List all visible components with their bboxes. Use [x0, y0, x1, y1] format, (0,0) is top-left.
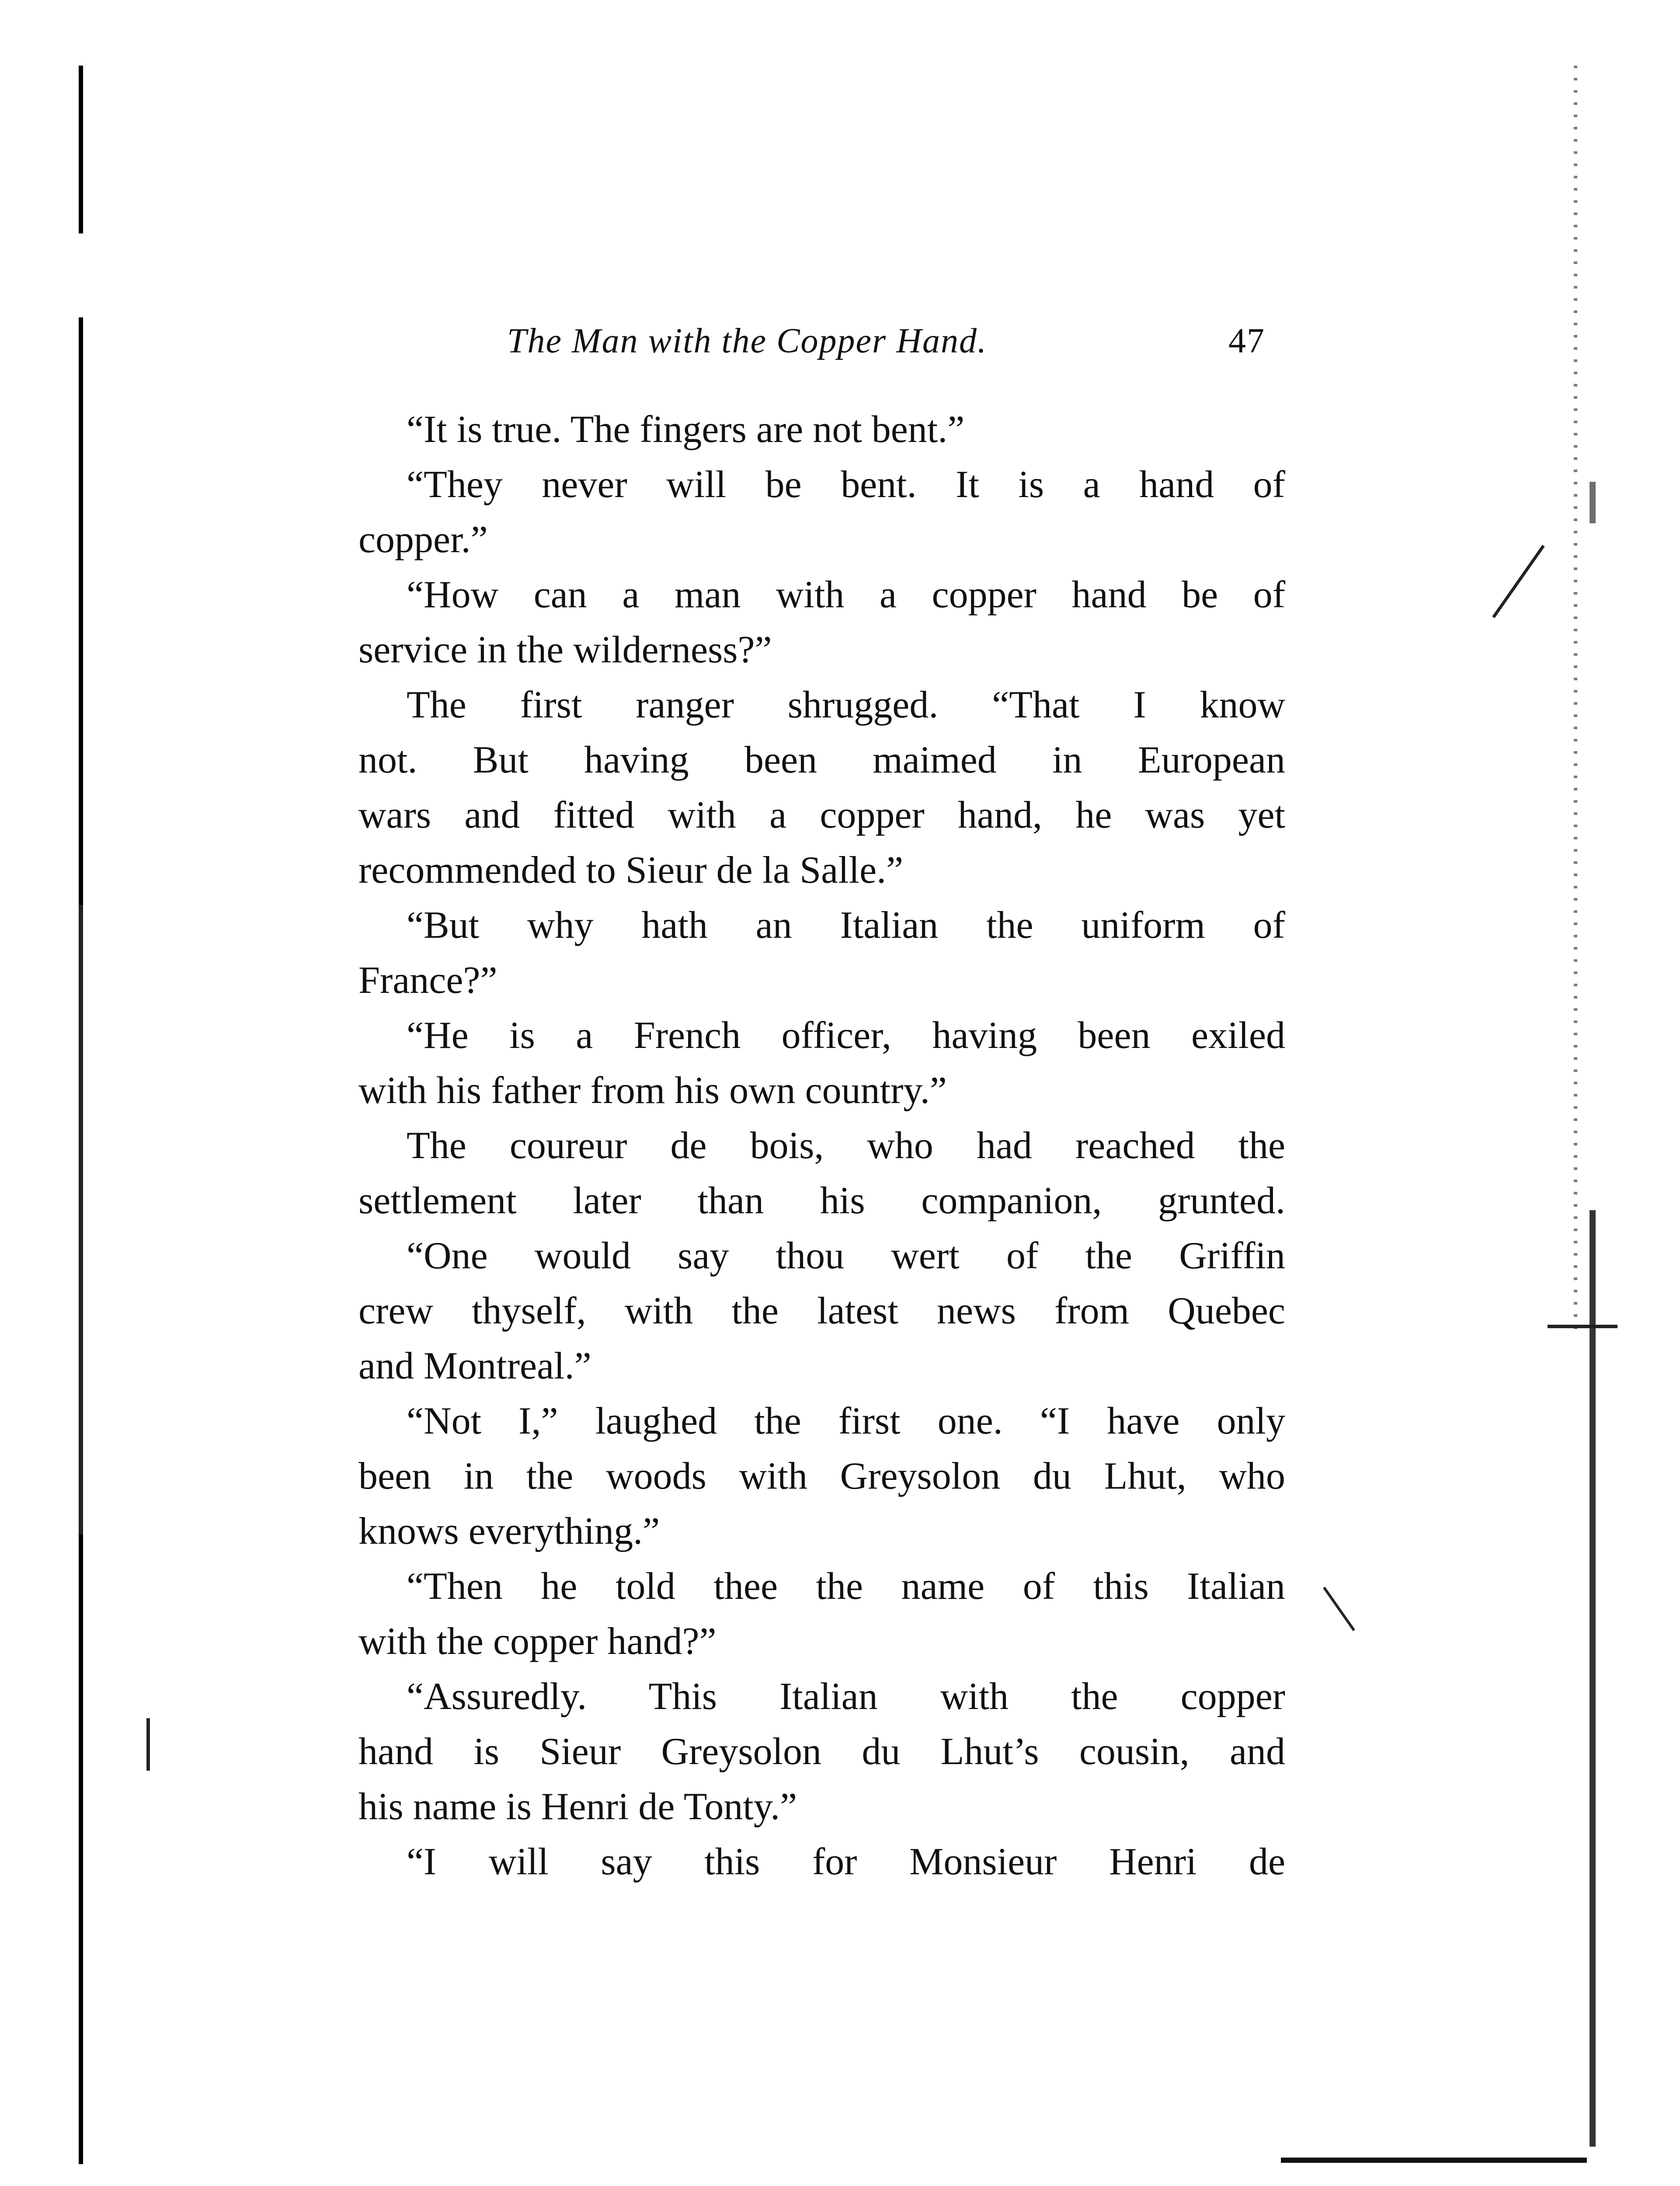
text-line: “How can a man with a copper hand be of [407, 574, 1285, 616]
text-line: with the copper hand?” [358, 1620, 717, 1663]
text-line: The coureur de bois, who had reached the [407, 1124, 1285, 1167]
text-line: hand is Sieur Greysolon du Lhut’s cousin, and [358, 1730, 1285, 1773]
scan-right-edge-specks [1574, 66, 1577, 1333]
text-line: “But why hath an Italian the uniform of [407, 904, 1285, 947]
text-line: France?” [358, 959, 497, 1002]
text-line: service in the wilderness?” [358, 629, 772, 671]
scan-stray-mark [1323, 1587, 1355, 1631]
text-line: with his father from his own country.” [358, 1069, 947, 1112]
text-line: “They never will be bent. It is a hand of [407, 463, 1285, 506]
scan-stray-mark [146, 1718, 150, 1771]
text-line: “Assuredly. This Italian with the copper [407, 1675, 1285, 1718]
text-line: crew thyself, with the latest news from Quebec [358, 1290, 1285, 1332]
text-line: not. But having been maimed in European [358, 739, 1285, 781]
text-line: his name is Henri de Tonty.” [358, 1786, 797, 1828]
text-line: The first ranger shrugged. “That I know [407, 684, 1285, 726]
text-line: settlement later than his companion, grunted. [358, 1180, 1285, 1222]
scan-right-edge-shadow [1590, 66, 1596, 2147]
text-line: copper.” [358, 519, 488, 561]
body-text [358, 402, 1285, 1890]
text-line: wars and fitted with a copper hand, he was yet [358, 794, 1285, 836]
text-line: “He is a French officer, having been exiled [407, 1014, 1285, 1057]
text-line: “I will say this for Monsieur Henri de [407, 1841, 1285, 1883]
scan-stray-mark [1492, 545, 1544, 618]
scan-stray-mark [1548, 1325, 1617, 1328]
scan-left-edge-shadow [79, 66, 83, 2164]
text-line: “Then he told thee the name of this Italian [407, 1565, 1285, 1608]
text-line: and Montreal.” [358, 1345, 591, 1387]
scan-bottom-edge-mark [1281, 2158, 1587, 2163]
running-header [507, 315, 1294, 367]
text-line: “One would say thou wert of the Griffin [407, 1235, 1285, 1277]
text-line: “It is true. The fingers are not bent.” [407, 408, 965, 451]
text-line: knows everything.” [358, 1510, 660, 1552]
text-line: “Not I,” laughed the first one. “I have only [407, 1400, 1285, 1442]
running-header-title: The Man with the Copper Hand. [507, 322, 987, 360]
text-line: been in the woods with Greysolon du Lhut, who [358, 1455, 1285, 1497]
page-number: 47 [1228, 322, 1265, 360]
text-line: recommended to Sieur de la Salle.” [358, 849, 904, 891]
